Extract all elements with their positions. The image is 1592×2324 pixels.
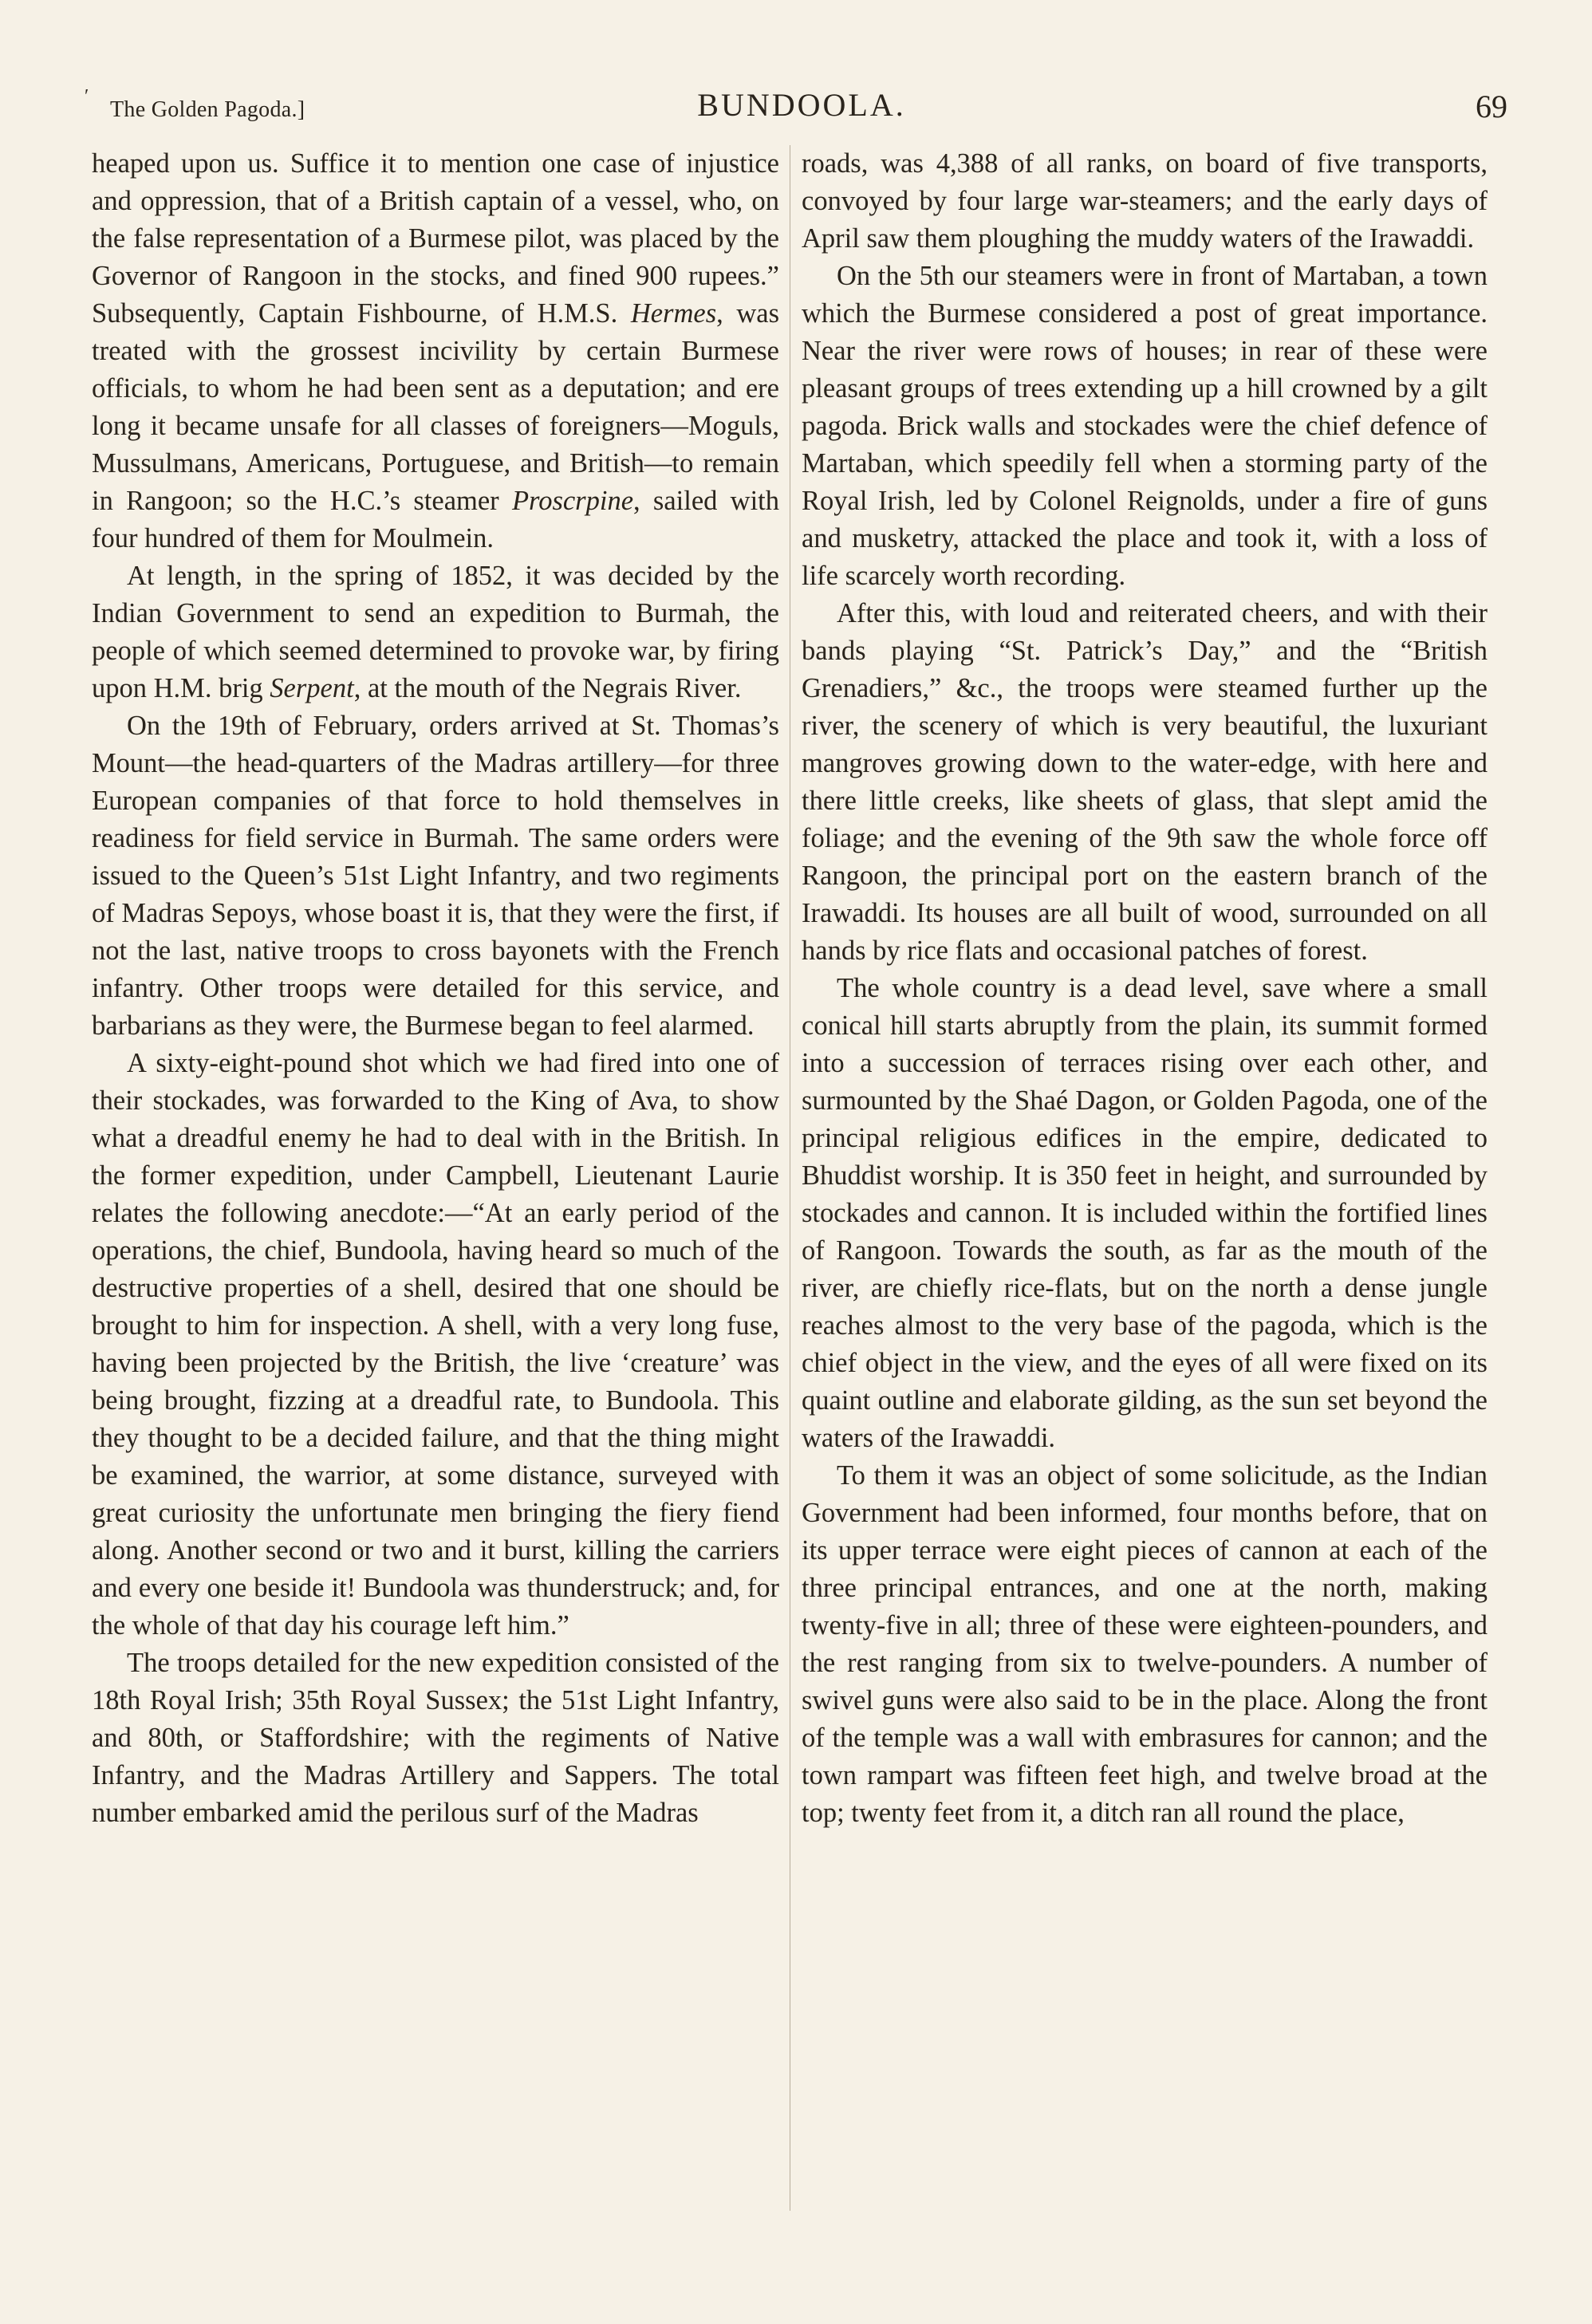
- italic-text: Hermes: [630, 298, 717, 329]
- paragraph: [802, 1457, 1488, 1832]
- page-number: 69: [1476, 89, 1507, 124]
- left-column: [92, 145, 779, 1832]
- running-head-title: BUNDOOLA.: [697, 87, 906, 123]
- paragraph: [92, 145, 779, 557]
- running-head-mark: ′: [85, 86, 89, 107]
- running-head-section: The Golden Pagoda.]: [110, 97, 305, 122]
- paragraph: [92, 1645, 779, 1832]
- text-run: , sailed with four hundred of them for Moulmein.: [92, 486, 780, 553]
- italic-text: Serpent: [270, 673, 354, 703]
- paragraph: [802, 595, 1488, 970]
- text-run: heaped upon us. Suffice it to mention one case of injustice and oppression, that of a British captain of a vessel, who, on the false representation of a Burmese pilot, was placed by the Governor of Rangoon in the stocks, and fined 900 rupees.” Subsequently, Captain Fishbourne, of H.M.S.: [92, 148, 779, 329]
- paragraph: [92, 557, 779, 707]
- paragraph: [802, 145, 1488, 258]
- text-run: After this, with loud and reiterated cheers, and with their bands playing “St. Patrick’s Day,” and the “British Grenadiers,” &c., the troops were steamed further up the river, the scenery of which is very beautiful, the luxuriant mangroves growing down to the water-edge, with here and there little creeks, like sheets of glass, that slept amid the foliage; and the evening of the 9th saw the whole force off Rangoon, the principal port on the eastern branch of the Irawaddi. Its houses are all built of wood, surrounded on all hands by rice flats and occasional patches of forest.: [802, 598, 1488, 966]
- italic-text: Proscrpine: [511, 486, 634, 516]
- text-run: To them it was an object of some solicitude, as the Indian Government had been informed, four months before, that on its upper terrace were eight pieces of cannon at each of the three principal entrances, and one at the north, making twenty-five in all; three of these were eighteen-pounders, and the rest ranging from six to twelve-pounders. A number of swivel guns were also said to be in the place. Along the front of the temple was a wall with embrasures for cannon; and the town rampart was fifteen feet high, and twelve broad at the top; twenty feet from it, a ditch ran all round the place,: [802, 1460, 1488, 1828]
- text-run: , at the mouth of the Negrais River.: [353, 673, 742, 703]
- paragraph: [802, 970, 1488, 1457]
- running-head: [85, 86, 1515, 134]
- right-column: [802, 145, 1488, 1832]
- text-run: The troops detailed for the new expedition consisted of the 18th Royal Irish; 35th Royal Sussex; the 51st Light Infantry, and 80th, or Staffordshire; with the regiments of Native Infantry, and the Madras Artillery and Sappers. The total number embarked amid the perilous surf of the Madras: [92, 1648, 779, 1828]
- paragraph: [92, 1045, 779, 1645]
- text-run: A sixty-eight-pound shot which we had fired into one of their stockades, was forwarded to the King of Ava, to show what a dreadful enemy he had to deal with in the British. In the former expedition, under Campbell, Lieutenant Laurie relates the following anecdote:—“At an early period of the operations, the chief, Bundoola, having heard so much of the destructive properties of a shell, desired that one should be brought to him for inspection. A shell, with a very long fuse, having been projected by the British, the live ‘creature’ was being brought, fizzing at a dreadful rate, to Bundoola. This they thought to be a decided failure, and that the thing might be examined, the warrior, at some distance, surveyed with great curiosity the unfortunate men bringing the fiery fiend along. Another second or two and it burst, killing the carriers and every one beside it! Bundoola was thunderstruck; and, for the whole of that day his courage left him.”: [92, 1048, 779, 1641]
- paragraph: [802, 258, 1488, 595]
- text-run: roads, was 4,388 of all ranks, on board of five transports, convoyed by four large war-steamers; and the early days of April saw them ploughing the muddy waters of the Irawaddi.: [802, 148, 1488, 254]
- paragraph: [92, 707, 779, 1045]
- text-run: On the 5th our steamers were in front of Martaban, a town which the Burmese considered a post of great importance. Near the river were rows of houses; in rear of these were pleasant groups of trees extending up a hill crowned by a gilt pagoda. Brick walls and stockades were the chief defence of Martaban, which speedily fell when a storming party of the Royal Irish, led by Colonel Reignolds, under a fire of guns and musketry, attacked the place and took it, with a loss of life scarcely worth recording.: [802, 261, 1488, 591]
- text-run: On the 19th of February, orders arrived at St. Thomas’s Mount—the head-quarters of the Madras artillery—for three European companies of that force to hold themselves in readiness for field service in Burmah. The same orders were issued to the Queen’s 51st Light Infantry, and two regiments of Madras Sepoys, whose boast it is, that they were the first, if not the last, native troops to cross bayonets with the French infantry. Other troops were detailed for this service, and barbarians as they were, the Burmese began to feel alarmed.: [92, 711, 779, 1041]
- text-run: The whole country is a dead level, save where a small conical hill starts abruptly from the plain, its summit formed into a succession of terraces rising over each other, and surmounted by the Shaé Dagon, or Golden Pagoda, one of the principal religious edifices in the empire, dedicated to Bhuddist worship. It is 350 feet in height, and surrounded by stockades and cannon. It is included within the fortified lines of Rangoon. Towards the south, as far as the mouth of the river, are chiefly rice-flats, but on the north a dense jungle reaches almost to the very base of the pagoda, which is the chief object in the view, and the eyes of all were fixed on its quaint outline and elaborate gilding, as the sun set beyond the waters of the Irawaddi.: [802, 973, 1488, 1453]
- text-run: At length, in the spring of 1852, it was decided by the Indian Government to send an expedition to Burmah, the people of which seemed determined to provoke war, by firing upon H.M. brig: [92, 561, 779, 703]
- text-run: , was treated with the grossest incivility by certain Burmese officials, to whom he had been sent as a deputation; and ere long it became unsafe for all classes of foreigners—Moguls, Mussulmans, Americans, Portuguese, and British—to remain in Rangoon; so the H.C.’s steamer: [92, 298, 779, 516]
